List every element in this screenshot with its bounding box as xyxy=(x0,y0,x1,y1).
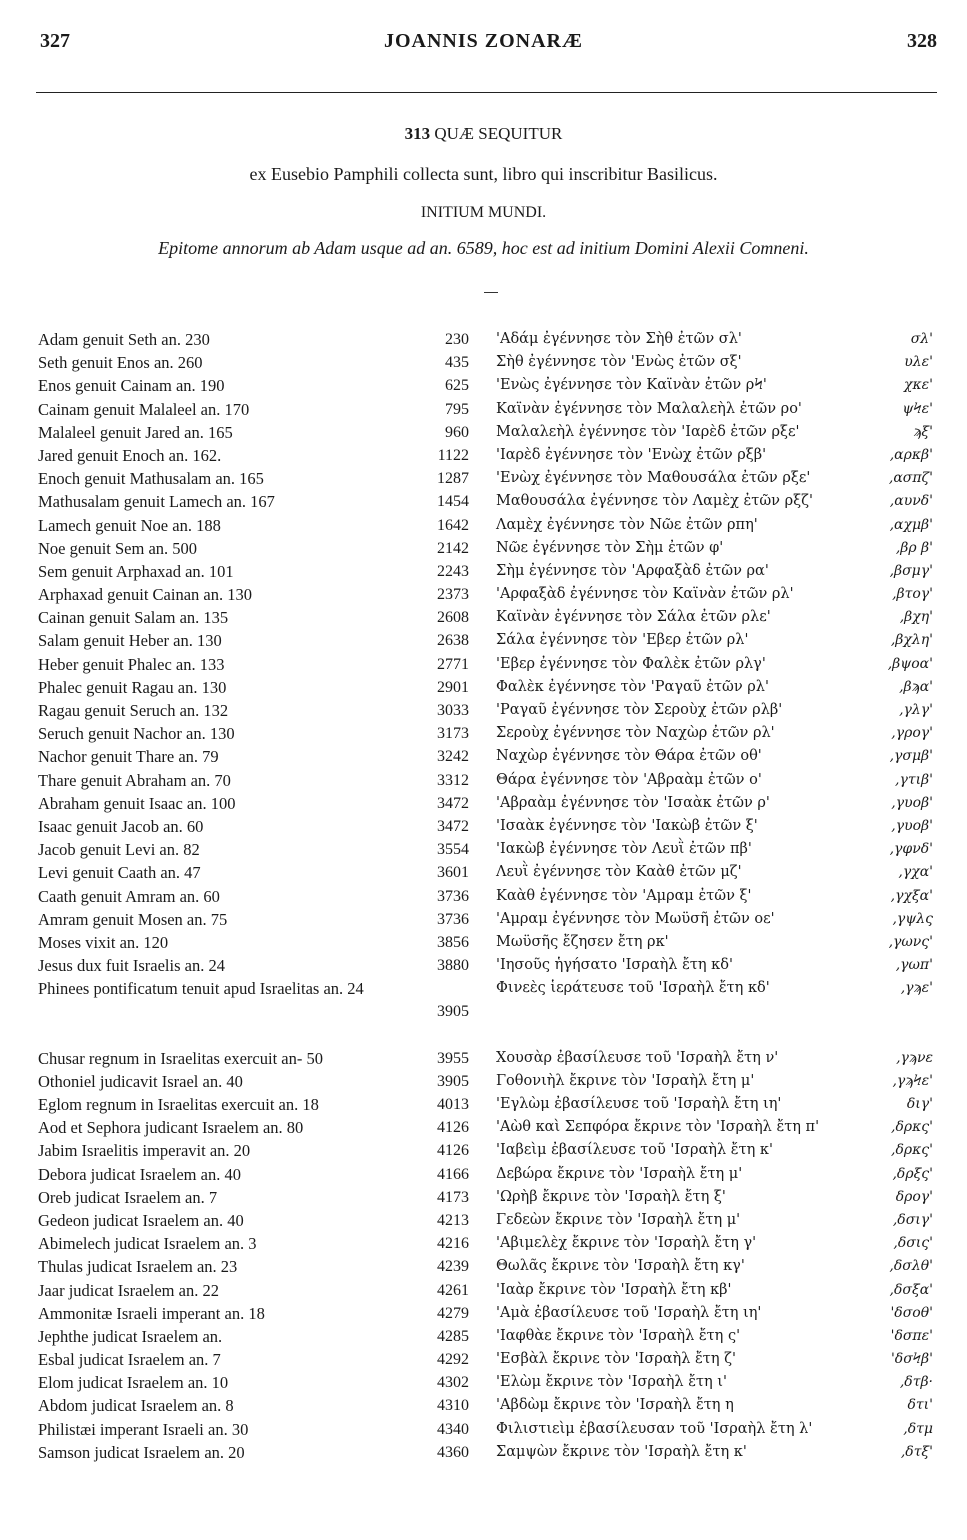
greek-entry: Σὴθ ἐγέννησε τὸν 'Ενὼς ἐτῶν σξ' xyxy=(496,354,742,371)
table-row xyxy=(0,537,967,560)
greek-entry: 'Ιαρὲδ ἐγέννησε τὸν 'Ενὼχ ἐτῶν ρξβ' xyxy=(496,446,767,463)
year-number: 2142 xyxy=(437,539,469,557)
latin-entry: Jacob genuit Levi an. 82 xyxy=(38,840,200,860)
latin-entry: Jabim Israelitis imperavit an. 20 xyxy=(38,1141,251,1161)
table-row xyxy=(0,467,967,490)
section-dash xyxy=(484,292,498,293)
greek-entry: Σάλα ἐγέννησε τὸν 'Εβερ ἐτῶν ρλ' xyxy=(496,632,749,649)
latin-entry: Ammonitæ Israeli imperant an. 18 xyxy=(38,1303,265,1323)
greek-numeral: ,γχξα' xyxy=(890,887,933,904)
section-caption: INITIUM MUNDI. xyxy=(420,204,547,221)
year-number: 230 xyxy=(445,331,469,348)
latin-entry: Chusar regnum in Israelitas exercuit an- 50 xyxy=(38,1048,323,1068)
greek-entry: Νῶε ἐγέννησε τὸν Σὴμ ἐτῶν φ' xyxy=(496,539,724,556)
greek-entry: 'Εγλὼμ ἐβασίλευσε τοῦ 'Ισραὴλ ἔτη ιη' xyxy=(496,1096,782,1112)
section-number: 313 xyxy=(404,124,431,143)
latin-entry: Jaar judicat Israelem an. 22 xyxy=(38,1280,219,1300)
greek-entry: Φαλὲκ ἐγέννησε τὸν 'Ραγαῦ ἐτῶν ρλ' xyxy=(496,678,769,695)
greek-numeral: ,γυοβ' xyxy=(891,794,933,811)
greek-numeral: ,αρκβ' xyxy=(889,446,933,463)
latin-entry: Othoniel judicavit Israel an. 40 xyxy=(38,1071,243,1091)
year-number: 1642 xyxy=(437,516,469,534)
table-row xyxy=(0,1186,967,1209)
year-number: 4126 xyxy=(437,1142,469,1160)
latin-entry: Levi genuit Caath an. 47 xyxy=(38,863,201,883)
greek-entry: 'Αβδὼμ ἔκρινε τὸν 'Ισραὴλ ἔτη η xyxy=(496,1397,734,1414)
greek-entry: Φιλιστιεὶμ ἐβασίλευσαν τοῦ 'Ισραὴλ ἔτη λ' xyxy=(496,1420,813,1437)
greek-numeral: ,γλγ' xyxy=(899,702,933,718)
latin-entry: Adam genuit Seth an. 230 xyxy=(38,330,210,349)
year-number: 4285 xyxy=(437,1327,469,1345)
page-number-left: 327 xyxy=(40,30,70,52)
greek-numeral: ,βρ β' xyxy=(895,539,933,556)
table-row xyxy=(0,1348,967,1371)
year-number: 3736 xyxy=(437,887,469,905)
greek-entry: Καὰθ ἐγέννησε τὸν 'Αμραμ ἐτῶν ξ' xyxy=(496,887,752,904)
greek-entry: Μωϋσῆς ἔζησεν ἔτη ρκ' xyxy=(496,933,669,950)
table-row xyxy=(0,676,967,699)
year-number: 3601 xyxy=(437,864,469,882)
greek-numeral: 'δσοθ' xyxy=(890,1304,933,1321)
table-row xyxy=(0,514,967,537)
year-number: 1454 xyxy=(437,493,469,511)
greek-numeral: ,βψοα' xyxy=(887,655,933,672)
greek-numeral: χκε' xyxy=(903,377,933,394)
greek-numeral: σλ' xyxy=(910,331,933,347)
latin-entry: Phalec genuit Ragau an. 130 xyxy=(38,677,227,697)
greek-entry: 'Αρφαξὰδ ἐγέννησε τὸν Καϊνὰν ἐτῶν ρλ' xyxy=(496,586,794,603)
latin-entry: Cainan genuit Salam an. 135 xyxy=(38,608,229,628)
latin-entry: Enoch genuit Mathusalam an. 165 xyxy=(38,469,264,489)
table-row xyxy=(0,398,967,421)
year-number: 795 xyxy=(445,400,469,418)
section-subtitle: ex Eusebio Pamphili collecta sunt, libro qui inscribitur Basilicus. xyxy=(249,164,718,184)
greek-entry: Δεβώρα ἔκρινε τὸν 'Ισραὴλ ἔτη μ' xyxy=(496,1165,743,1182)
greek-numeral: ,γχα' xyxy=(898,864,933,881)
greek-numeral: ,βχη' xyxy=(899,609,933,626)
chronology-table xyxy=(0,328,967,1464)
table-row xyxy=(0,606,967,629)
latin-entry: Samson judicat Israelem an. 20 xyxy=(38,1442,245,1462)
greek-numeral: ,δσις' xyxy=(893,1235,933,1252)
year-number: 4239 xyxy=(437,1258,469,1276)
greek-numeral: ,δσλθ' xyxy=(889,1258,933,1275)
latin-entry: Seth genuit Enos an. 260 xyxy=(38,353,203,373)
table-row xyxy=(0,1302,967,1325)
year-number: 1287 xyxy=(437,470,469,488)
greek-numeral: ,αυνδ' xyxy=(889,493,933,510)
year-number: 4340 xyxy=(437,1420,469,1438)
greek-entry: Καϊνὰν ἐγέννησε τὸν Μαλαλεὴλ ἐτῶν ρο' xyxy=(496,400,802,417)
greek-entry: Μαθουσάλα ἐγέννησε τὸν Λαμὲχ ἐτῶν ρξζ' xyxy=(496,493,813,510)
table-row xyxy=(0,908,967,931)
latin-entry: Thulas judicat Israelem an. 23 xyxy=(38,1257,238,1277)
year-number: 4166 xyxy=(437,1165,469,1183)
year-number: 2243 xyxy=(437,562,469,580)
year-number: 4310 xyxy=(437,1397,469,1415)
year-number: 4292 xyxy=(437,1351,469,1369)
table-row xyxy=(0,374,967,397)
latin-entry: Eglom regnum in Israelitas exercuit an. 18 xyxy=(38,1095,319,1114)
greek-entry: 'Ιακὼβ ἐγέννησε τὸν Λευῒ ἐτῶν πβ' xyxy=(496,841,752,858)
latin-entry: Debora judicat Israelem an. 40 xyxy=(38,1164,241,1184)
greek-entry: 'Ισαὰκ ἐγέννησε τὸν 'Ιακὼβ ἐτῶν ξ' xyxy=(496,817,758,834)
year-number: 4173 xyxy=(437,1188,469,1206)
greek-numeral: ,γτιβ' xyxy=(895,771,933,788)
greek-numeral: ,δρκς' xyxy=(891,1142,933,1159)
greek-numeral: ,αχμβ' xyxy=(889,516,933,533)
latin-entry: Gedeon judicat Israelem an. 40 xyxy=(38,1210,244,1230)
greek-numeral: δτι' xyxy=(907,1397,933,1414)
year-number: 3905 xyxy=(437,1072,469,1090)
greek-entry: 'Ιαβεὶμ ἐβασίλευσε τοῦ 'Ισραὴλ ἔτη κ' xyxy=(496,1142,773,1159)
greek-numeral: ,δρκς' xyxy=(891,1119,933,1136)
year-number: 2771 xyxy=(437,655,469,673)
latin-entry: Phinees pontificatum tenuit apud Israelitas an. 24 xyxy=(38,979,364,999)
table-row xyxy=(0,1279,967,1302)
greek-entry: 'Ιαὰρ ἔκρινε τὸν 'Ισραὴλ ἔτη κβ' xyxy=(496,1281,732,1298)
header-rule xyxy=(36,92,937,93)
greek-entry: Σὴμ ἐγέννησε τὸν 'Αρφαξὰδ ἐτῶν ρα' xyxy=(496,562,769,579)
table-row xyxy=(0,490,967,513)
year-number: 4360 xyxy=(437,1443,469,1461)
latin-entry: Abdom judicat Israelem an. 8 xyxy=(38,1396,234,1416)
greek-entry: Μαλαλεὴλ ἐγέννησε τὸν 'Ιαρὲδ ἐτῶν ρξε' xyxy=(496,423,800,440)
greek-entry: Καϊνὰν ἐγέννησε τὸν Σάλα ἐτῶν ρλε' xyxy=(496,609,771,626)
greek-numeral: διγ' xyxy=(906,1096,933,1112)
table-row xyxy=(0,1093,967,1116)
table-row xyxy=(0,444,967,467)
latin-entry: Ragau genuit Seruch an. 132 xyxy=(38,701,229,720)
year-number: 3173 xyxy=(437,725,469,743)
year-number: 4216 xyxy=(437,1235,469,1253)
year-number: 435 xyxy=(445,354,469,372)
table-row xyxy=(0,815,967,838)
latin-entry: Abimelech judicat Israelem an. 3 xyxy=(38,1234,257,1254)
greek-entry: 'Αδάμ ἐγέννησε τὸν Σὴθ ἐτῶν σλ' xyxy=(496,331,742,347)
year-number: 4279 xyxy=(437,1304,469,1322)
greek-entry: 'Αβιμελὲχ ἔκρινε τὸν 'Ισραὴλ ἔτη γ' xyxy=(496,1235,757,1252)
greek-entry: 'Ελὼμ ἔκρινε τὸν 'Ισραὴλ ἔτη ι' xyxy=(496,1374,727,1391)
year-number: 1122 xyxy=(437,446,469,464)
table-row xyxy=(0,1000,967,1023)
greek-entry: 'Ενὼς ἐγέννησε τὸν Καϊνὰν ἐτῶν ρϞ' xyxy=(496,377,767,394)
greek-entry: 'Ιαφθὰε ἔκρινε τὸν 'Ισραὴλ ἔτη ς' xyxy=(496,1327,741,1344)
greek-entry: 'Αμὰ ἐβασίλευσε τοῦ 'Ισραὴλ ἔτη ιη' xyxy=(496,1304,762,1321)
greek-entry: Γοθονιὴλ ἔκρινε τὸν 'Ισραὴλ ἔτη μ' xyxy=(496,1072,755,1089)
table-row xyxy=(0,1232,967,1255)
latin-entry: Lamech genuit Noe an. 188 xyxy=(38,515,221,535)
greek-numeral: ,δσιγ' xyxy=(892,1211,933,1228)
greek-numeral: ,βσμγ' xyxy=(889,562,933,579)
greek-entry: 'Ωρὴβ ἔκρινε τὸν 'Ισραὴλ ἔτη ξ' xyxy=(496,1188,726,1205)
greek-entry: Γεδεὼν ἔκρινε τὸν 'Ισραὴλ ἔτη μ' xyxy=(496,1211,741,1228)
table-row xyxy=(0,1325,967,1348)
latin-entry: Moses vixit an. 120 xyxy=(38,932,169,952)
latin-entry: Esbal judicat Israelem an. 7 xyxy=(38,1350,221,1370)
greek-entry: Ναχὼρ ἐγέννησε τὸν Θάρα ἐτῶν οθ' xyxy=(496,748,762,765)
greek-numeral: ,γψλς xyxy=(892,910,933,927)
latin-entry: Arphaxad genuit Cainan an. 130 xyxy=(38,585,252,605)
latin-entry: Jared genuit Enoch an. 162. xyxy=(38,445,222,465)
table-row xyxy=(0,653,967,676)
year-number: 2373 xyxy=(437,586,469,604)
year-number: 2901 xyxy=(437,678,469,696)
greek-entry: 'Αβραὰμ ἐγέννησε τὸν 'Ισαὰκ ἐτῶν ρ' xyxy=(496,794,770,811)
greek-entry: 'Ιησοῦς ἡγήσατο 'Ισραὴλ ἔτη κδ' xyxy=(496,957,733,974)
latin-entry: Amram genuit Mosen an. 75 xyxy=(38,909,228,929)
year-number: 2638 xyxy=(437,632,469,650)
greek-entry: 'Εβερ ἐγέννησε τὸν Φαλὲκ ἐτῶν ρλγ' xyxy=(496,655,766,672)
greek-numeral: ,γϡε' xyxy=(900,980,933,997)
latin-entry: Seruch genuit Nachor an. 130 xyxy=(38,724,235,744)
greek-entry: 'Εσβὰλ ἔκρινε τὸν 'Ισραὴλ ἔτη ζ' xyxy=(496,1351,736,1368)
latin-entry: Enos genuit Cainam an. 190 xyxy=(38,376,225,396)
latin-entry: Thare genuit Abraham an. 70 xyxy=(38,770,231,790)
greek-entry: Θωλᾶς ἔκρινε τὸν 'Ισραὴλ ἔτη κγ' xyxy=(496,1258,745,1275)
greek-entry: 'Αμραμ ἐγέννησε τὸν Μωϋσῆ ἐτῶν οε' xyxy=(496,910,775,927)
greek-numeral: 'δσϞβ' xyxy=(890,1351,933,1368)
page-number-right: 328 xyxy=(907,30,937,52)
greek-entry: 'Ραγαῦ ἐγέννησε τὸν Σεροὺχ ἐτῶν ρλβ' xyxy=(496,702,783,718)
latin-entry: Jephthe judicat Israelem an. xyxy=(38,1326,223,1346)
year-number: 4126 xyxy=(437,1119,469,1137)
table-row xyxy=(0,1163,967,1186)
greek-entry: 'Ενὼχ ἐγέννησε τὸν Μαθουσάλα ἐτῶν ρξε' xyxy=(496,470,811,487)
latin-entry: Heber genuit Phalec an. 133 xyxy=(38,654,225,674)
greek-entry: Χουσὰρ ἐβασίλευσε τοῦ 'Ισραὴλ ἔτη ν' xyxy=(496,1049,779,1066)
latin-entry: Abraham genuit Isaac an. 100 xyxy=(38,793,236,813)
latin-entry: Malaleel genuit Jared an. 165 xyxy=(38,422,233,442)
table-row xyxy=(0,1394,967,1417)
year-number: 2608 xyxy=(437,609,469,627)
greek-numeral: υλε' xyxy=(904,354,933,371)
greek-entry: Λαμὲχ ἐγέννησε τὸν Νῶε ἐτῶν ρπη' xyxy=(496,516,758,533)
table-row xyxy=(0,1070,967,1093)
year-number: 3554 xyxy=(437,841,469,859)
latin-entry: Noe genuit Sem an. 500 xyxy=(38,538,198,558)
latin-entry: Isaac genuit Jacob an. 60 xyxy=(38,816,204,836)
latin-entry: Cainam genuit Malaleel an. 170 xyxy=(38,399,250,419)
table-row xyxy=(0,1209,967,1232)
latin-entry: Aod et Sephora judicant Israelem an. 80 xyxy=(38,1118,304,1138)
greek-numeral: ψϞε' xyxy=(902,400,933,417)
table-row xyxy=(0,1255,967,1278)
greek-numeral: ,γσμβ' xyxy=(889,748,933,765)
latin-entry: Elom judicat Israelem an. 10 xyxy=(38,1373,229,1393)
table-row xyxy=(0,745,967,768)
section-heading xyxy=(0,124,967,144)
table-row xyxy=(0,1047,967,1070)
year-number: 3472 xyxy=(437,794,469,812)
latin-entry: Jesus dux fuit Israelis an. 24 xyxy=(38,956,225,976)
year-number: 3955 xyxy=(437,1049,469,1067)
table-row xyxy=(0,885,967,908)
year-number: 3856 xyxy=(437,933,469,951)
greek-numeral: ,γωπ' xyxy=(895,957,933,974)
greek-numeral: ,γωνς' xyxy=(888,933,933,950)
table-row xyxy=(0,328,967,351)
latin-entry: Philistæi imperant Israeli an. 30 xyxy=(38,1419,249,1439)
greek-numeral: ,γϡνε xyxy=(896,1049,933,1066)
greek-entry: Σαμψὼν ἔκρινε τὸν 'Ισραὴλ ἔτη κ' xyxy=(496,1443,747,1460)
greek-numeral: δρογ' xyxy=(895,1188,933,1205)
greek-numeral: 'δσπε' xyxy=(890,1327,933,1344)
greek-numeral: ,γρογ' xyxy=(891,725,933,742)
year-number: 3312 xyxy=(437,771,469,789)
greek-numeral: ,βτογ' xyxy=(892,586,933,603)
table-row xyxy=(0,977,967,1000)
greek-numeral: ,γυοβ' xyxy=(891,817,933,834)
table-row xyxy=(0,1441,967,1464)
year-number: 3472 xyxy=(437,817,469,835)
table-row xyxy=(0,1371,967,1394)
greek-numeral: ,δτξ' xyxy=(900,1443,933,1460)
table-row xyxy=(0,1139,967,1162)
year-number: 4261 xyxy=(437,1281,469,1299)
latin-entry: Salam genuit Heber an. 130 xyxy=(38,631,222,651)
section-epitome xyxy=(0,238,967,259)
year-number: 4213 xyxy=(437,1211,469,1229)
latin-entry: Caath genuit Amram an. 60 xyxy=(38,886,220,906)
greek-numeral: ,δσξα' xyxy=(889,1281,933,1298)
table-row xyxy=(0,931,967,954)
greek-numeral: ,δτβ· xyxy=(899,1374,933,1391)
table-row xyxy=(0,351,967,374)
table-row xyxy=(0,699,967,722)
greek-entry: Λευῒ ἐγέννησε τὸν Καὰθ ἐτῶν μζ' xyxy=(496,864,742,881)
latin-entry: Mathusalam genuit Lamech an. 167 xyxy=(38,492,275,512)
greek-numeral: ϡξ' xyxy=(913,423,933,440)
greek-entry: 'Αὼθ καὶ Σεπφόρα ἔκρινε τὸν 'Ισραὴλ ἔτη π' xyxy=(496,1119,820,1136)
table-row xyxy=(0,1024,967,1047)
latin-entry: Nachor genuit Thare an. 79 xyxy=(38,747,219,767)
table-row xyxy=(0,838,967,861)
running-title: JOANNIS ZONARÆ xyxy=(383,30,584,52)
table-row xyxy=(0,560,967,583)
epitome-text: Epitome annorum ab Adam usque ad an. 6589, hoc est ad initium Domini Alexii Comneni. xyxy=(158,238,809,258)
table-row xyxy=(0,1418,967,1441)
latin-entry: Sem genuit Arphaxad an. 101 xyxy=(38,561,234,581)
greek-numeral: ,δρξς' xyxy=(892,1165,933,1182)
table-row xyxy=(0,954,967,977)
table-row xyxy=(0,1116,967,1139)
greek-numeral: ,δτμ xyxy=(903,1420,933,1437)
table-row xyxy=(0,769,967,792)
year-number: 960 xyxy=(445,423,469,441)
greek-numeral: ,βϡα' xyxy=(899,678,933,695)
year-number: 3242 xyxy=(437,748,469,766)
greek-entry: Θάρα ἐγέννησε τὸν 'Αβραὰμ ἐτῶν ο' xyxy=(496,771,762,788)
table-row xyxy=(0,792,967,815)
greek-numeral: ,γϡϞε' xyxy=(892,1072,933,1089)
table-row xyxy=(0,583,967,606)
year-number: 625 xyxy=(445,377,469,395)
year-number: 3736 xyxy=(437,910,469,928)
greek-numeral: ,γφνδ' xyxy=(889,841,933,858)
table-row xyxy=(0,629,967,652)
table-row xyxy=(0,861,967,884)
table-row xyxy=(0,421,967,444)
year-number: 4302 xyxy=(437,1374,469,1392)
section-title: QUÆ SEQUITUR xyxy=(434,124,563,143)
greek-entry: Σεροὺχ ἐγέννησε τὸν Ναχὼρ ἐτῶν ρλ' xyxy=(496,725,775,742)
year-number: 3880 xyxy=(437,957,469,975)
year-number: 3033 xyxy=(437,702,469,719)
greek-entry: Φινεὲς ἱεράτευσε τοῦ 'Ισραὴλ ἔτη κδ' xyxy=(496,980,770,997)
table-row xyxy=(0,722,967,745)
year-number: 3905 xyxy=(437,1003,469,1021)
year-number: 4013 xyxy=(437,1096,469,1113)
latin-entry: Oreb judicat Israelem an. 7 xyxy=(38,1187,218,1207)
greek-numeral: ,βχλη' xyxy=(890,632,933,649)
greek-numeral: ,ασπζ' xyxy=(888,470,933,487)
